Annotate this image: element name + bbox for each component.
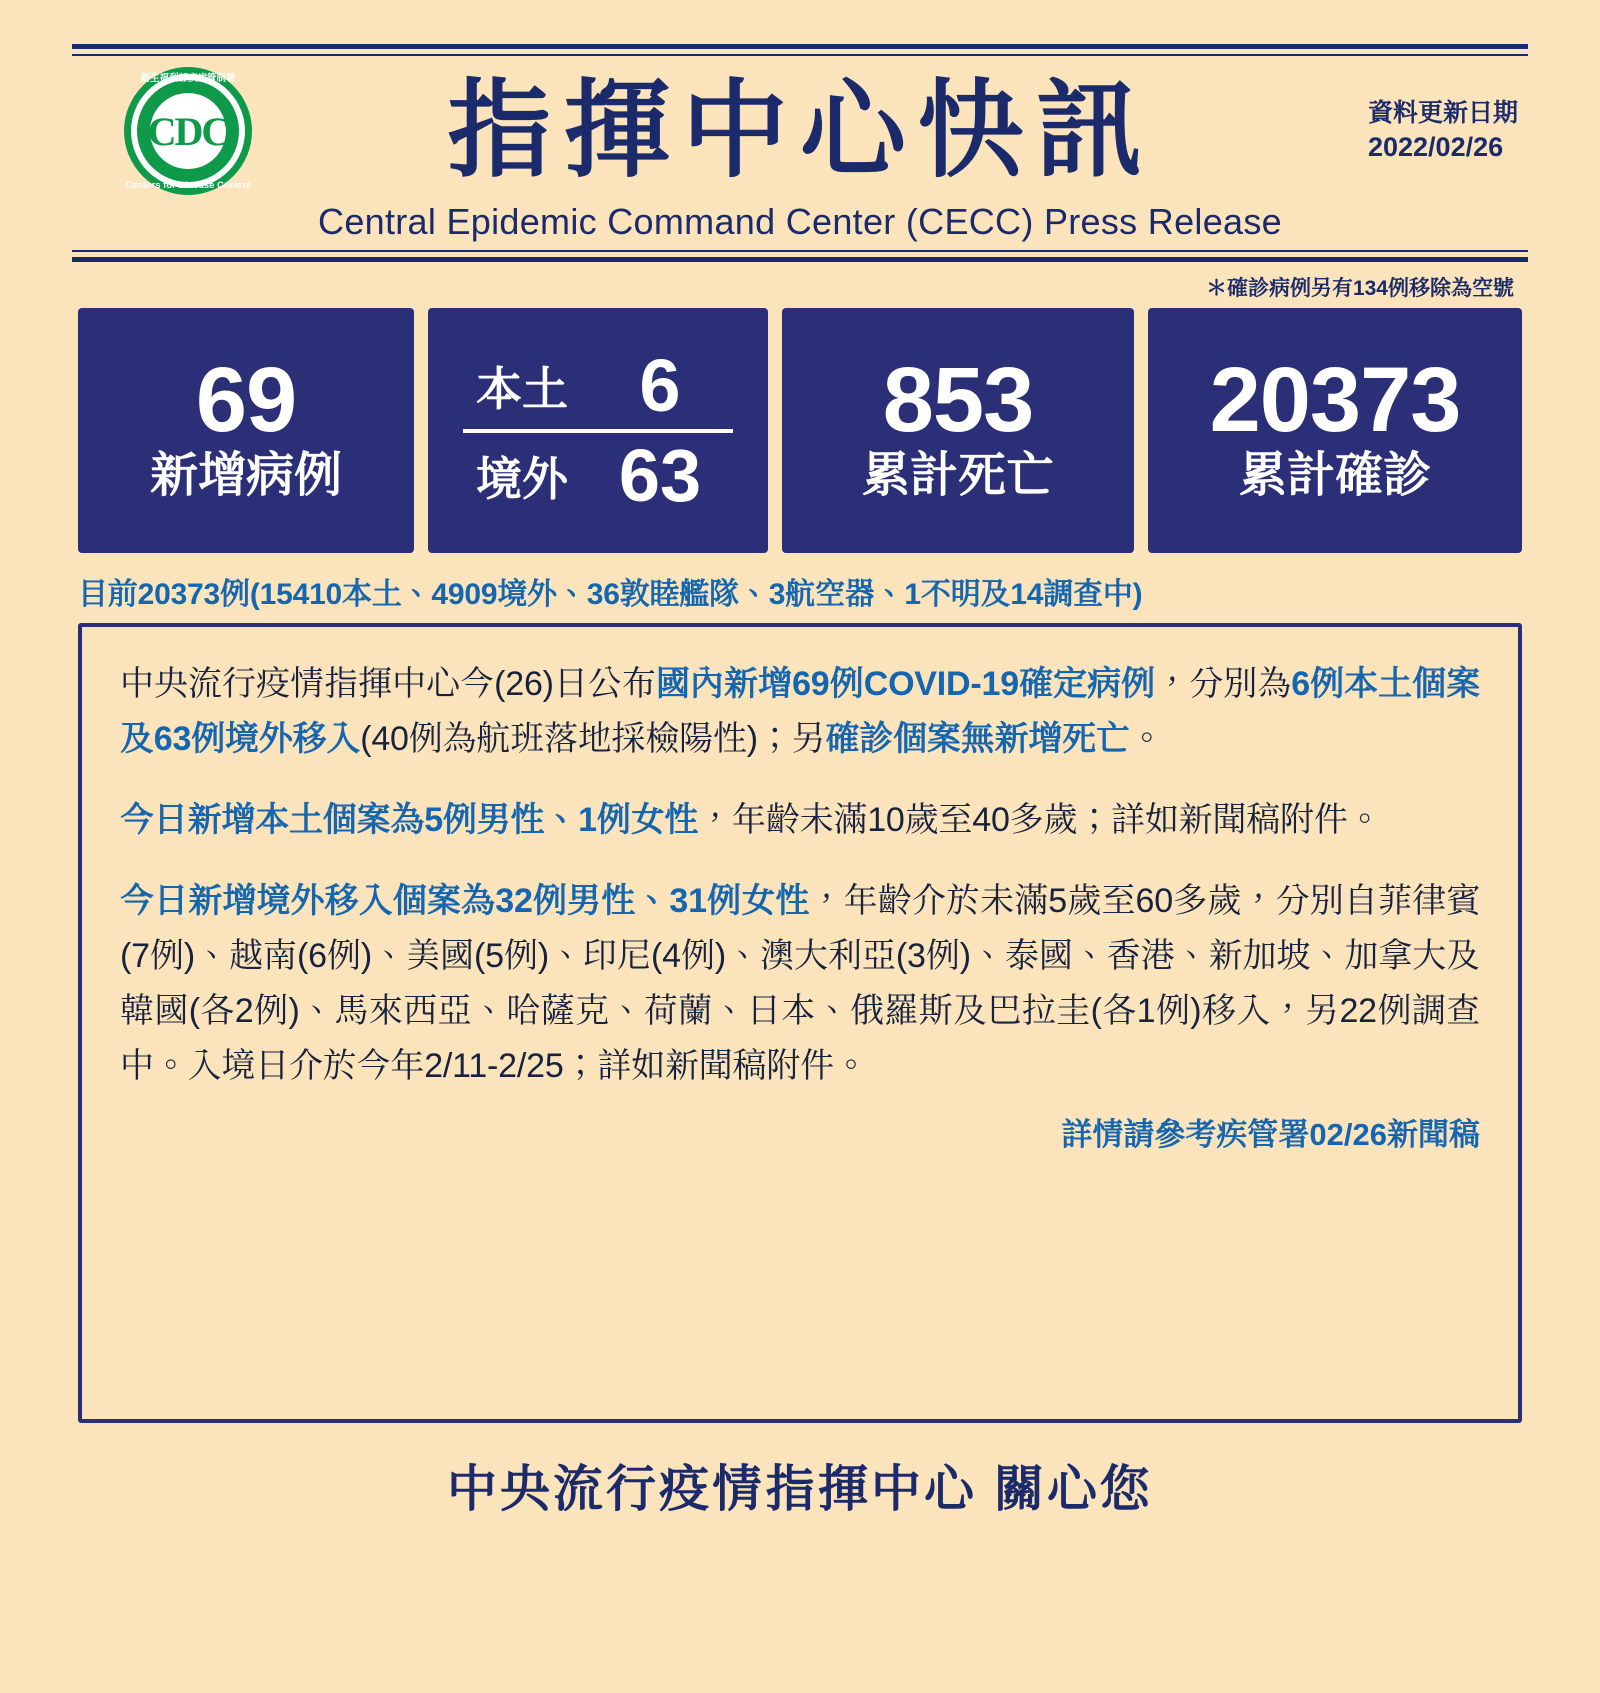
paragraph-text: ，年齡未滿10歲至40多歲；詳如新聞稿附件。: [698, 801, 1382, 840]
paragraph-list: [120, 657, 1480, 1095]
paragraph-highlight: 今日新增本土個案為5例男性、1例女性: [120, 801, 699, 840]
paragraph-highlight: 6例本土個案及63例境外移入: [120, 665, 1480, 759]
stat-deaths: [782, 308, 1134, 553]
stat-total-confirmed: [1148, 308, 1522, 553]
stat-local-value: 6: [639, 343, 681, 427]
stat-imported-label: 境外: [476, 452, 568, 505]
stats-row: [78, 308, 1522, 553]
stat-imported-value: 63: [618, 433, 702, 517]
stat-imported-row: [428, 433, 768, 517]
paragraph: [120, 657, 1480, 767]
logo-arc-text: [124, 67, 252, 195]
paragraph-text: ，年齡介於未滿5歲至60多歲，分別自菲律賓(7例)、越南(6例)、美國(5例)、印尼(4例)、澳大利亞(3例)、泰國、香港、新加坡、加拿大及韓國(各2例)、馬來西亞、哈薩克、荷蘭、日本、俄羅斯及巴拉圭(各1例)移入，另22例調查中。入境日介於今年2/11-2/25；詳如新聞稿附件。: [120, 882, 1480, 1086]
stat-breakdown: [428, 308, 768, 553]
update-date-label: 資料更新日期: [1367, 99, 1518, 128]
footer-slogan: 中央流行疫情指揮中心 關心您: [447, 1461, 1153, 1517]
paragraph-highlight: 確診個案無新增死亡: [825, 720, 1130, 759]
paragraph-text: 。: [1129, 720, 1164, 759]
stat-total-confirmed-label: 累計確診: [1238, 449, 1431, 503]
press-release-poster: [0, 44, 1600, 1693]
paragraph-text: 中央流行疫情指揮中心今(26)日公布: [120, 665, 657, 703]
summary-line: 目前20373例(15410本土、4909境外、36敦睦艦隊、3航空器、1不明及14調查中): [78, 578, 1143, 611]
stat-new-cases-value: 69: [195, 349, 297, 452]
stat-new-cases: [78, 308, 414, 553]
stat-new-cases-label: 新增病例: [149, 449, 342, 503]
logo-arc-bottom-label: Centers for Disease Control: [125, 180, 251, 191]
header: [72, 44, 1528, 262]
paragraph: [120, 874, 1480, 1094]
stat-deaths-value: 853: [882, 349, 1034, 452]
paragraph-text: ，分別為: [1155, 665, 1292, 703]
stat-local-label: 本土: [476, 362, 568, 415]
logo-monogram: CDC: [147, 108, 229, 154]
stat-breakdown-divider: [463, 429, 733, 433]
paragraph-text: (40例為航班落地採檢陽性)；另: [360, 720, 826, 759]
page-title: 指揮中心快訊: [445, 71, 1154, 190]
page-subtitle-en: Central Epidemic Command Center (CECC) Press Release: [318, 201, 1282, 242]
logo-arc-top-label: 衛生福利部疾病管制署: [140, 73, 236, 84]
stat-total-confirmed-value: 20373: [1209, 349, 1461, 452]
cdc-logo-icon: [124, 67, 252, 195]
paragraph: [120, 793, 1480, 848]
header-main-row: [72, 49, 1528, 199]
paragraph-highlight: 國內新增69例COVID-19確定病例: [656, 665, 1156, 703]
body-panel: [78, 623, 1522, 1423]
footnote: ＊確診病例另有134例移除為空號: [1205, 277, 1514, 300]
stat-local-row: [428, 343, 768, 427]
reference-note: 詳情請參考疾管署02/26新聞稿: [1061, 1116, 1480, 1152]
update-date-block: [1368, 97, 1528, 165]
paragraph-highlight: 今日新增境外移入個案為32例男性、31例女性: [120, 882, 810, 921]
stat-deaths-label: 累計死亡: [861, 449, 1054, 503]
update-date-value: 2022/02/26: [1367, 131, 1504, 162]
